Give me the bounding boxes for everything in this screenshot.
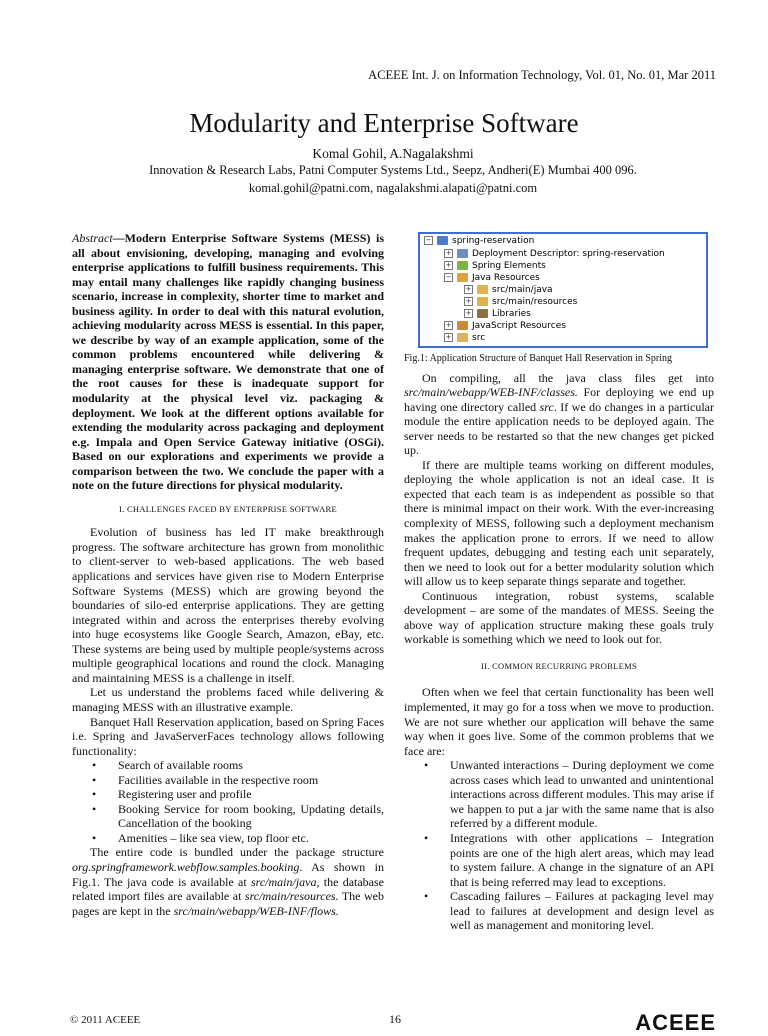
collapse-icon: − xyxy=(445,273,452,281)
list-item: • Search of available rooms xyxy=(118,758,384,773)
javascript-icon xyxy=(457,321,468,330)
paper-title: Modularity and Enterprise Software xyxy=(189,108,579,138)
expand-icon: + xyxy=(465,309,472,317)
copyright: © 2011 ACEEE xyxy=(70,1014,141,1026)
section-1-para-1: Evolution of business has led IT make breakthrough progress. The software architecture has grown from monolithic to client-server to web-based applications. The web based applications and services have given rise to Modern Enterprise Software Systems (MESS) which are growing beyond the boundaries of silo-ed enterprise applications. They are getting integrated within and across the enterprises thereby evolving into huge ecosystems like Google Search, Amazon, eBay, etc. These systems are being used by multiple people/systems across multiple geographical locations and round the clock. Managing and maintaining MESS is a challenge in itself. xyxy=(72,525,384,685)
author-emails: komal.gohil@patni.com, nagalakshmi.alapati@patni.com xyxy=(248,181,538,195)
expand-icon: + xyxy=(445,249,452,257)
list-item: • Unwanted interactions – During deployment we come across cases which lead to unwanted and unintentional interactions across different modules. This may arise if we happen to put a jar with the same name that is also referred by a different module. xyxy=(450,758,714,831)
project-icon xyxy=(437,236,448,245)
expand-icon: + xyxy=(445,321,452,329)
abstract-lead: Abstract xyxy=(72,231,113,245)
abstract xyxy=(72,231,384,493)
figure-caption: Fig.1: Application Structure of Banquet Hall Reservation in Spring xyxy=(404,353,673,364)
section-2-heading: II. COMMON RECURRING PROBLEMS xyxy=(480,660,638,671)
expand-icon: + xyxy=(465,297,472,305)
right-para-3: Continuous integration, robust systems, scalable development – are some of the mandates of MESS. Seeing the above way of application structure making these goals truly workable is something which we need to look out for. xyxy=(404,588,714,647)
aceee-logo: ACEEE xyxy=(635,1010,716,1035)
package-folder-icon xyxy=(477,285,488,294)
collapse-icon: − xyxy=(425,236,432,244)
expand-icon: + xyxy=(445,261,452,269)
spring-leaf-icon xyxy=(457,261,468,270)
journal-header: ACEEE Int. J. on Information Technology, Vol. 01, No. 01, Mar 2011 xyxy=(368,68,716,82)
tree-node: + src xyxy=(445,333,486,343)
section-1-para-2: Let us understand the problems faced while delivering & managing MESS with an illustrative example. xyxy=(72,685,384,714)
right-column xyxy=(404,347,714,933)
descriptor-icon xyxy=(457,249,468,258)
section-2-para-1: Often when we feel that certain functionality has been well implemented, it may go for a toss when we move to production. We are not sure whether our application will behave the same way when it goes live. Some of the common problems that we face are: xyxy=(404,685,714,758)
package-folder-icon xyxy=(477,297,488,306)
expand-icon: + xyxy=(445,333,452,341)
folder-icon xyxy=(457,333,468,342)
list-item: • Booking Service for room booking, Updating details, Cancellation of the booking xyxy=(118,802,384,831)
list-item: • Cascading failures – Failures at packaging level may lead to failures at development and design level as well as management and monitoring level. xyxy=(450,889,714,933)
left-column xyxy=(72,231,384,918)
feature-list xyxy=(72,758,384,845)
tree-node: + JavaScript Resources xyxy=(445,321,566,331)
tree-node: + src/main/resources xyxy=(465,297,578,307)
libraries-icon xyxy=(477,309,488,318)
list-item: • Integrations with other applications – Integration points are one of the high alert areas, which may lead to system failure. A change in the signature of an API that is being referred may lead to exceptions. xyxy=(450,831,714,889)
section-1-para-3: Banquet Hall Reservation application, based on Spring Faces i.e. Spring and JavaServerFaces technology allows following functionality: xyxy=(72,714,384,758)
tree-node-project: − spring-reservation xyxy=(425,236,535,246)
java-resources-icon xyxy=(457,273,468,282)
section-1-para-4: The entire code is bundled under the package structure org.springframework.webflow.samples.booking. As shown in Fig.1. The java code is available at src/main/java, the database related import files are available at src/main/resources. The web pages are kept in the src/main/webapp/WEB-INF/flows. xyxy=(72,845,385,918)
expand-icon: + xyxy=(465,285,472,293)
tree-node: + Deployment Descriptor: spring-reservation xyxy=(445,249,665,259)
tree-node: + Libraries xyxy=(465,309,531,319)
problem-list xyxy=(404,758,714,933)
tree-node: + src/main/java xyxy=(465,285,553,295)
right-para-1: On compiling, all the java class files get into src/main/webapp/WEB-INF/classes. For deploying we end up having one directory called src. If we do changes in a particular module the entire application needs to be deployed again. The server needs to be restarted so that the new changes get picked up. xyxy=(404,370,715,458)
tree-node: − Java Resources xyxy=(445,273,540,283)
list-item: • Facilities available in the respective room xyxy=(118,773,384,788)
abstract-text: —Modern Enterprise Software Systems (MESS) is all about envisioning, developing, managing and evolving enterprise applications to fulfill business requirements. This may entail many challenges like rapidly changing business scenario, increase in complexity, shorter time to market and business agility. In order to deal with this natural evolution, achieving modularity across MESS is essential. In this paper, we describe by way of an example application, some of the common problems encountered while delivering & managing enterprise software. We demonstrate that one of the root causes for these is inadequate support for modularity at the physical level viz. packaging & deployment. We look at the different options available for extending the modularity across packaging and deployment e.g. Impala and Open Service Gateway initiative (OSGi). Based on our explorations and experiments we provide a comparison between the two. We conclude the paper with a note on the future directions for physical modularity. xyxy=(72,231,384,493)
right-para-2: If there are multiple teams working on different modules, deploying the whole application is not an ideal case. It is expected that each team is as independent as possible so that there is minimal impact on their work. With the ever-increasing complexity of MESS, following such a deployment mechanism makes the application prone to errors. If we need to allow frequent updates, debugging and testing each unit separately, then we need to look out for a better modularity solution which will allow us to keep separate things separate and together. xyxy=(404,457,714,589)
page-number: 16 xyxy=(389,1012,401,1026)
affiliation: Innovation & Research Labs, Patni Computer Systems Ltd., Seepz, Andheri(E) Mumbai 400 096. xyxy=(149,163,637,177)
section-1-heading: I. CHALLENGES FACED BY ENTERPRISE SOFTWARE xyxy=(118,503,338,514)
list-item: • Amenities – like sea view, top floor etc. xyxy=(118,831,384,846)
list-item: • Registering user and profile xyxy=(118,787,384,802)
project-tree-figure xyxy=(418,232,708,348)
tree-node: + Spring Elements xyxy=(445,261,546,271)
authors: Komal Gohil, A.Nagalakshmi xyxy=(312,146,474,161)
